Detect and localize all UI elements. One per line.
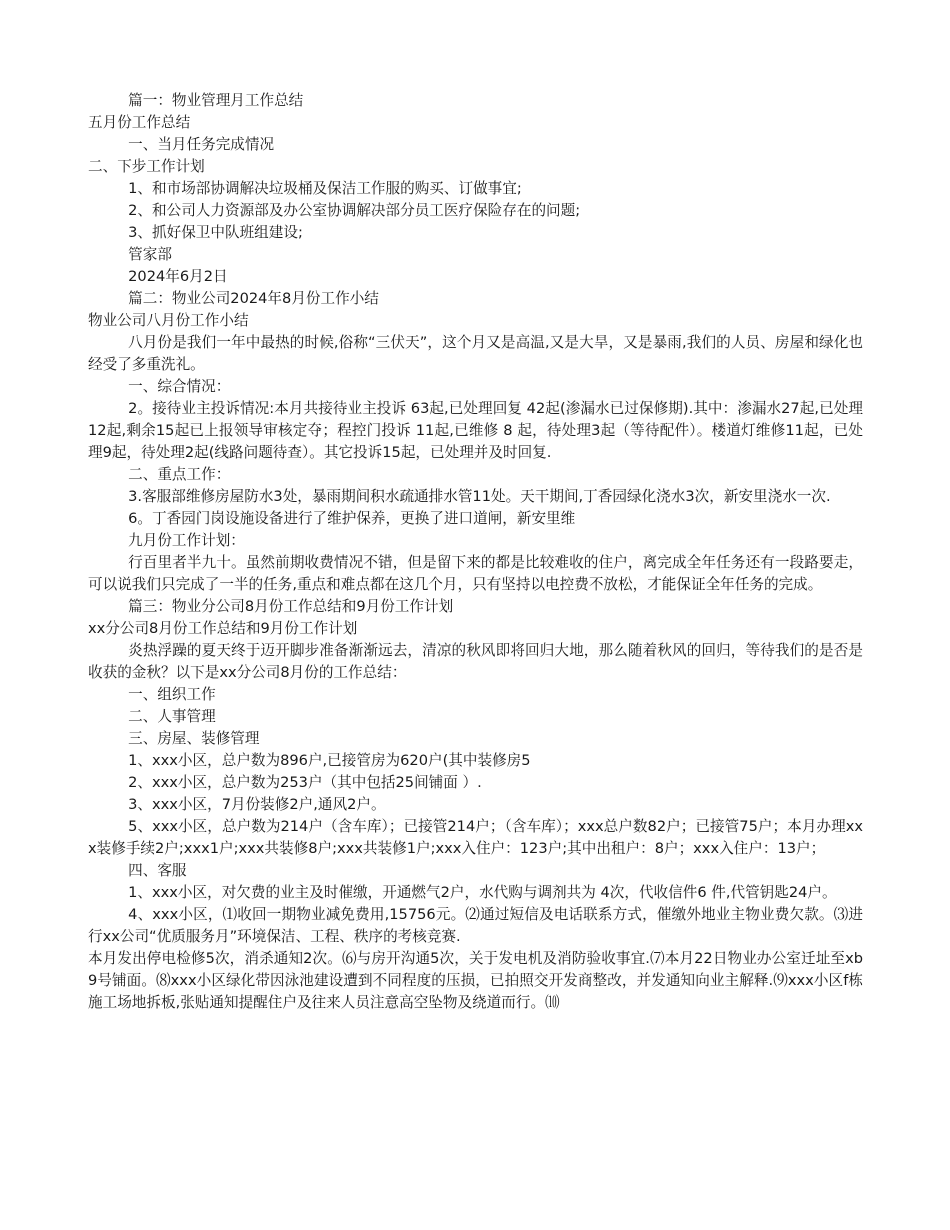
paragraph: 篇三：物业分公司8月份工作总结和9月份工作计划	[128, 598, 454, 615]
paragraph: 1、xxx小区，对欠费的业主及时催缴，开通燃气2户，水代购与调剂共为 4次，代收信件6 件,代管钥匙24户。	[128, 884, 837, 901]
paragraph: 本月发出停电检修5次，消杀通知2次。⑹与房开沟通5次，关于发电机及消防验收事宜.⑺本月22日物业办公室迁址至xb9号铺面。⑻xxx小区绿化带因泳池建设遭到不同程度的压损，已拍照交开发商整改，并发通知向业主解释.⑼xxx小区f栋施工场地拆板,张贴通知提醒住户及往来人员注意高空坠物及绕道而行。⑽	[88, 950, 863, 1011]
paragraph: 2、xxx小区，总户数为253户（其中包括25间铺面 ）.	[128, 774, 482, 791]
paragraph: 篇一：物业管理月工作总结	[128, 92, 304, 109]
paragraph: 一、组织工作	[128, 686, 216, 703]
paragraph: 五月份工作总结	[88, 114, 191, 131]
paragraph: 3、抓好保卫中队班组建设;	[128, 224, 303, 241]
paragraph: 2024年6月2日	[128, 268, 228, 285]
paragraph: 二、重点工作：	[128, 466, 231, 483]
paragraph: 物业公司八月份工作小结	[88, 312, 249, 329]
paragraph: 九月份工作计划：	[128, 532, 245, 549]
paragraph: 6。丁香园门岗设施设备进行了维护保养，更换了进口道闸，新安里维	[128, 510, 576, 527]
paragraph: 八月份是我们一年中最热的时候,俗称“三伏天”，这个月又是高温,又是大旱，又是暴雨,我们的人员、房屋和绿化也经受了多重洗礼。	[88, 334, 863, 373]
paragraph: 4、xxx小区，⑴收回一期物业减免费用,15756元。⑵通过短信及电话联系方式，催缴外地业主物业费欠款。⑶进行xx公司“优质服务月”环境保洁、工程、秩序的考核竞赛.	[88, 906, 863, 945]
paragraph: 三、房屋、装修管理	[128, 730, 260, 747]
paragraph: 二、下步工作计划	[88, 158, 205, 175]
paragraph: 管家部	[128, 246, 172, 263]
paragraph: 3.客服部维修房屋防水3处，暴雨期间积水疏通排水管11处。天干期间,丁香园绿化浇水3次，新安里浇水一次.	[128, 488, 831, 505]
paragraph: 行百里者半九十。虽然前期收费情况不错，但是留下来的都是比较难收的住户，离完成全年任务还有一段路要走，可以说我们只完成了一半的任务,重点和难点都在这几个月，只有坚持以电控费不放松，才能保证全年任务的完成。	[88, 554, 863, 593]
paragraph: xx分公司8月份工作总结和9月份工作计划	[88, 620, 358, 637]
paragraph: 1、xxx小区，总户数为896户,已接管房为620户(其中装修房5	[128, 752, 531, 769]
paragraph: 一、综合情况：	[128, 378, 231, 395]
paragraph: 二、人事管理	[128, 708, 216, 725]
paragraph: 一、当月任务完成情况	[128, 136, 275, 153]
paragraph: 3、xxx小区，7月份装修2户,通风2户。	[128, 796, 386, 813]
paragraph: 篇二：物业公司2024年8月份工作小结	[128, 290, 379, 307]
paragraph: 5、xxx小区，总户数为214户（含车库）；已接管214户；（含车库）；xxx总户数82户；已接管75户；本月办理xxx装修手续2户;xxx1户;xxx共装修8户;xxx共装修1户;xxx入住户：123户;其中出租户：8户；xxx入住户：13户；	[88, 818, 863, 857]
paragraph: 四、客服	[128, 862, 187, 879]
paragraph: 炎热浮躁的夏天终于迈开脚步准备渐渐远去，清凉的秋风即将回归大地，那么随着秋风的回归，等待我们的是否是收获的金秋？以下是xx分公司8月份的工作总结：	[88, 642, 863, 681]
paragraph: 1、和市场部协调解决垃圾桶及保洁工作服的购买、订做事宜;	[128, 180, 522, 197]
document-page	[88, 90, 863, 1014]
paragraph: 2。接待业主投诉情况:本月共接待业主投诉 63起,已处理回复 42起(渗漏水已过保修期).其中：渗漏水27起,已处理12起,剩余15起已上报领导审核定夺；程控门投诉 11起,已维修 8 起，待处理3起（等待配件）。楼道灯维修11起，已处理9起，待处理2起(线路问题待查）。其它投诉15起，已处理并及时回复.	[88, 400, 863, 461]
paragraph: 2、和公司人力资源部及办公室协调解决部分员工医疗保险存在的问题;	[128, 202, 581, 219]
